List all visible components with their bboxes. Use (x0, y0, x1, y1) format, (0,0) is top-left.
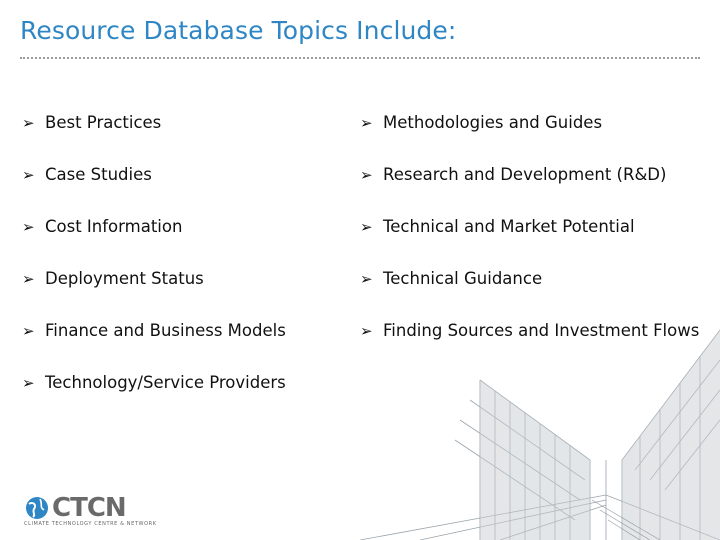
arrow-bullet-icon: ➢ (360, 218, 373, 236)
logo-wordmark: CTCN (52, 493, 126, 523)
arrow-bullet-icon: ➢ (22, 322, 35, 340)
topic-label: Technology/Service Providers (45, 373, 286, 392)
topic-label: Case Studies (45, 165, 152, 184)
topic-label: Technical Guidance (383, 269, 543, 288)
topic-item (360, 164, 700, 186)
arrow-bullet-icon: ➢ (360, 166, 373, 184)
topic-item (360, 268, 700, 290)
topic-item (22, 164, 332, 186)
title-divider (20, 57, 700, 59)
topic-item (22, 216, 332, 238)
topic-label: Research and Development (R&D) (383, 165, 667, 184)
arrow-bullet-icon: ➢ (22, 270, 35, 288)
slide-title: Resource Database Topics Include: (20, 16, 457, 45)
topic-item (360, 216, 700, 238)
arrow-bullet-icon: ➢ (22, 114, 35, 132)
topic-label: Finance and Business Models (45, 321, 286, 340)
arrow-bullet-icon: ➢ (360, 114, 373, 132)
topic-label: Best Practices (45, 113, 162, 132)
arrow-bullet-icon: ➢ (22, 218, 35, 236)
arrow-bullet-icon: ➢ (22, 166, 35, 184)
topic-label: Cost Information (45, 217, 183, 236)
globe-icon (24, 495, 50, 521)
topic-label: Finding Sources and Investment Flows (383, 321, 700, 340)
building-illustration (360, 310, 720, 540)
topic-list-left (22, 112, 332, 424)
topic-label: Methodologies and Guides (383, 113, 603, 132)
topic-item (22, 112, 332, 134)
topic-label: Deployment Status (45, 269, 204, 288)
topic-item (22, 320, 332, 342)
logo-tagline: CLIMATE TECHNOLOGY CENTRE & NETWORK (24, 521, 157, 527)
arrow-bullet-icon: ➢ (360, 322, 373, 340)
topic-label: Technical and Market Potential (383, 217, 635, 236)
topic-item (360, 112, 700, 134)
ctcn-logo (24, 492, 157, 532)
arrow-bullet-icon: ➢ (22, 374, 35, 392)
arrow-bullet-icon: ➢ (360, 270, 373, 288)
topic-item (22, 372, 332, 394)
topic-item (22, 268, 332, 290)
